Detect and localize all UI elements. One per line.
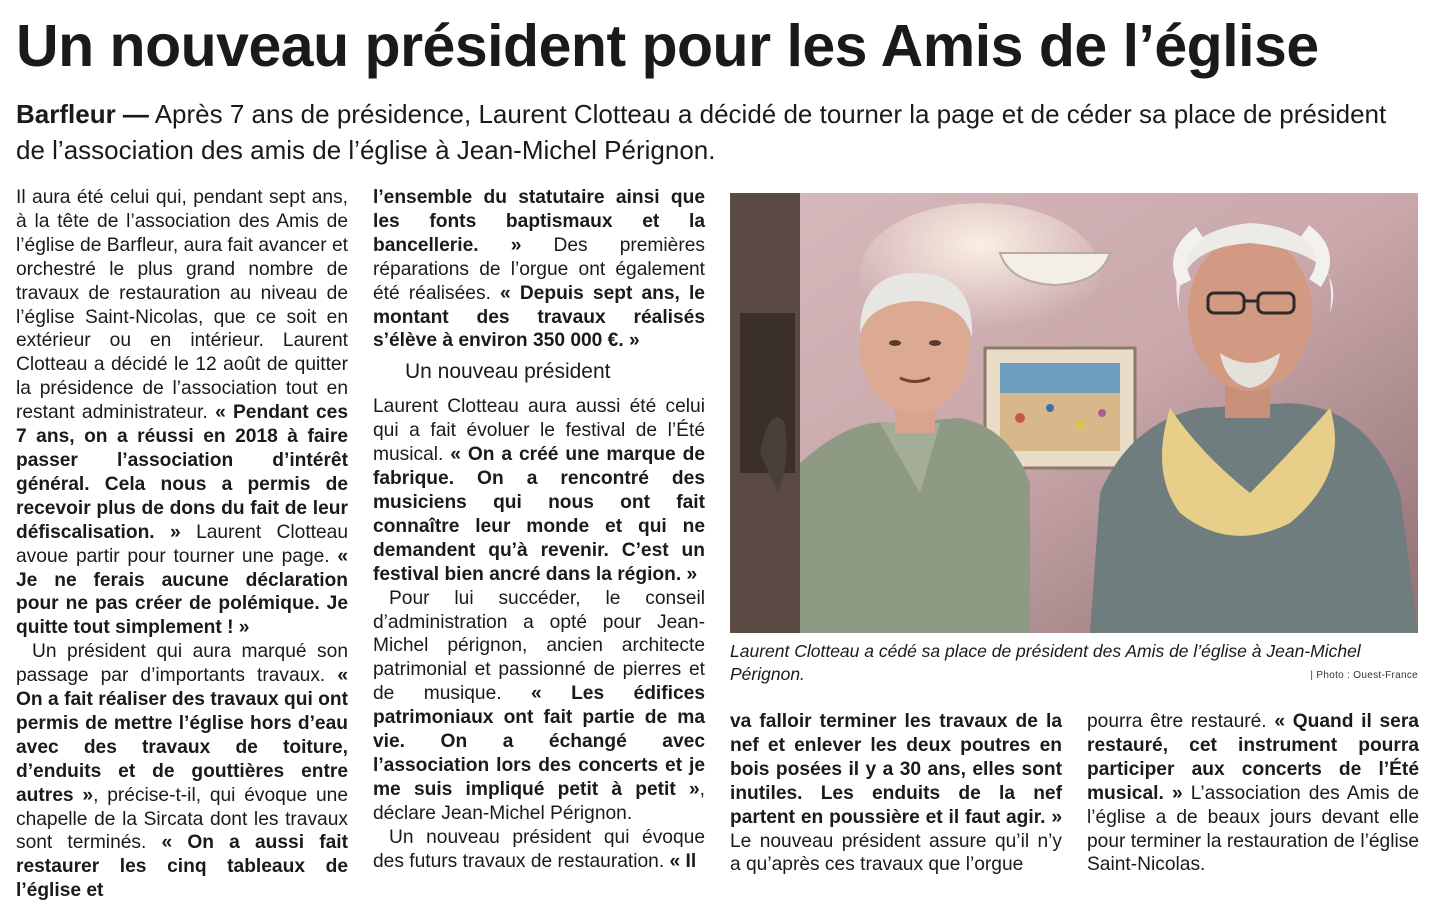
paragraph [16,640,348,903]
body-text: Le nouveau président assure qu’il n’y a qu’après ces travaux que l’orgue [730,830,1062,876]
quote: « On a créé une marque de fabrique. On a rencontré des musiciens qui nous ont fait connaître leur monde et qui ne demandent qu’à revenir. C’est un festival bien ancré dans la région. » [373,444,705,585]
body-text: Pour lui succéder, le conseil d’administration a opté pour Jean-Michel pérignon, ancien architecte patrimonial et passionné de pierres et de musique. [373,587,705,705]
article-lead [16,96,1396,168]
quote: « Il [669,850,697,872]
lead-text: Après 7 ans de présidence, Laurent Clotteau a décidé de tourner la page et de céder sa place de président de l’association des amis de l’église à Jean-Michel Pérignon. [16,99,1387,165]
body-text: Laurent Clotteau aura aussi été celui qui a fait évoluer le festival de l’Été musical. [373,396,705,466]
quote: « On a fait réaliser des travaux qui ont permis de mettre l’église hors d’eau avec des travaux de toiture, d’enduits et de gouttières entre autres » [16,665,348,806]
article-column-4 [1087,710,1419,877]
body-text: Un président qui aura marqué son passage par d’importants travaux. [16,641,348,687]
paragraph [16,186,348,640]
body-text: Des premières réparations de l’orgue ont également été réalisées. [373,234,706,304]
quote: « Les édifices patrimoniaux ont fait partie de ma vie. On a échangé avec l’association lors des concerts et je me suis impliqué petit à petit » [373,683,705,800]
article-column-3 [730,710,1062,877]
body-text: , déclare Jean-Michel Pérignon. [373,778,705,824]
article-title: Un nouveau président pour les Amis de l’église [16,13,1319,79]
body-text: , précise-t-il, qui évoque une chapelle de la Sircata dont les travaux sont terminés. [16,784,349,854]
paragraph [373,826,705,874]
photo-caption: Laurent Clotteau a cédé sa place de président des Amis de l’église à Jean-Michel Pérignon. [730,641,1361,684]
quote: « Je ne ferais aucune déclaration pour ne pas créer de polémique. Je quitte tout simplement ! » [16,545,348,639]
quote: va falloir terminer les travaux de la nef et enlever les deux poutres en bois posées il y a 30 ans, elles sont inutiles. Les enduits de la nef partent en poussière et il faut agir. » [730,711,1062,828]
quote: « Pendant ces 7 ans, on a réussi en 2018 à faire passer l’association d’intérêt général. Cela nous a permis de recevoir plus de dons du fait de leur défiscalisation. » [16,402,348,543]
paragraph [373,395,705,586]
body-text: L’association des Amis de l’église a de beaux jours devant elle pour terminer la restauration de l’église Saint-Nicolas. [1087,782,1419,876]
body-text: Un nouveau président qui évoque des futurs travaux de restauration. [373,826,705,872]
article-column-2 [373,186,705,873]
article-photo [730,193,1418,633]
body-text: pourra être restauré. [1087,711,1275,732]
body-text: Il aura été celui qui, pendant sept ans, à la tête de l’association des Amis de l’église de Barfleur, aura fait avancer et orchestré le plus grand nombre de travaux de restauration au niveau de l’église Saint-Nicolas, que ce soit en extérieur ou en intérieur. Laurent Clotteau a décidé le 12 août de quitter la présidence de l’association tout en restant administrateur. [16,187,348,424]
article-column-1 [16,186,348,903]
paragraph [373,186,705,353]
quote: « Quand il sera restauré, cet instrument pourra participer aux concerts de l’Été musical. » [1087,711,1419,804]
photo-illustration [730,193,1418,633]
quote: « Depuis sept ans, le montant des travaux réalisés s’élève à environ 350 000 €. » [373,282,705,352]
body-text: Laurent Clotteau avoue partir pour tourner une page. [16,521,348,567]
photo-credit: | Photo : Ouest-France [1310,670,1418,681]
dateline: Barfleur — [16,99,149,129]
subheading: Un nouveau président [405,360,611,384]
paragraph [730,710,1062,877]
paragraph [373,587,705,826]
quote: l’ensemble du statutaire ainsi que les fonts baptismaux et la bancellerie. » [373,187,705,256]
quote: « On a aussi fait restaurer les cinq tableaux de l’église et [16,832,348,902]
paragraph [1087,710,1419,877]
